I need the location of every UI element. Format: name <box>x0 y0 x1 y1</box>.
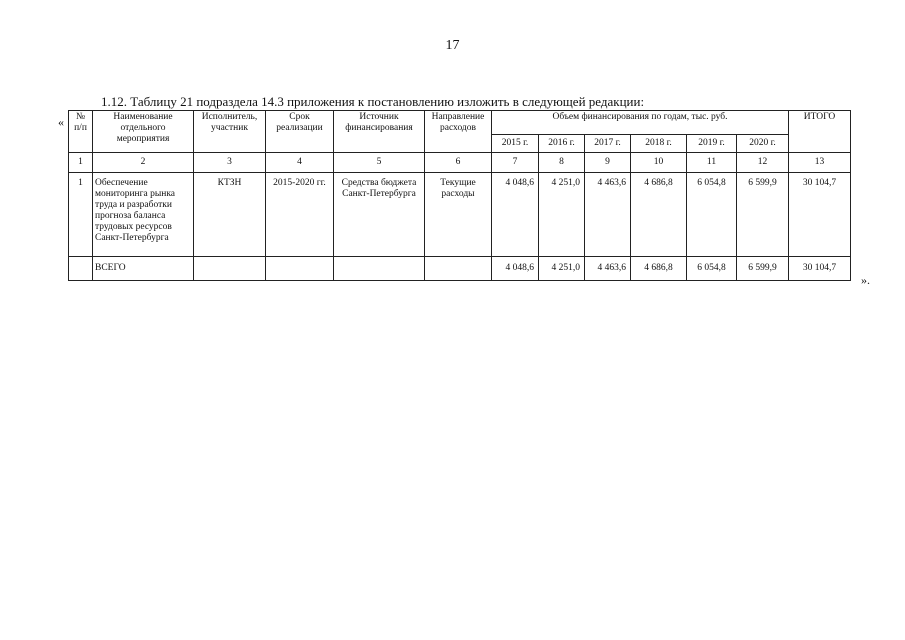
total-empty-cell <box>425 257 492 281</box>
header-no: № п/п <box>69 111 93 153</box>
financing-table <box>68 110 851 281</box>
header-year: 2016 г. <box>539 135 585 153</box>
header-source: Источник финансирования <box>334 111 425 153</box>
column-number: 4 <box>266 153 334 173</box>
closing-quote: ». <box>861 273 870 287</box>
item-term: 2015-2020 гг. <box>266 173 334 257</box>
total-label: ВСЕГО <box>93 257 194 281</box>
table-row-item <box>69 173 851 257</box>
table-row-total <box>69 257 851 281</box>
item-value: 4 048,6 <box>492 173 539 257</box>
column-number: 5 <box>334 153 425 173</box>
total-value: 4 686,8 <box>631 257 687 281</box>
item-source: Средства бюджета Санкт-Петербурга <box>334 173 425 257</box>
column-number: 3 <box>194 153 266 173</box>
column-number: 2 <box>93 153 194 173</box>
item-value: 4 686,8 <box>631 173 687 257</box>
column-number: 9 <box>585 153 631 173</box>
header-year: 2018 г. <box>631 135 687 153</box>
header-year: 2017 г. <box>585 135 631 153</box>
column-number: 6 <box>425 153 492 173</box>
grand-total: 30 104,7 <box>789 257 851 281</box>
header-row <box>69 111 851 135</box>
item-name: Обеспечение мониторинга рынка труда и разработки прогноза баланса трудовых ресурсов Санкт-Петербурга <box>93 173 194 257</box>
column-number: 1 <box>69 153 93 173</box>
item-total: 30 104,7 <box>789 173 851 257</box>
item-no: 1 <box>69 173 93 257</box>
header-year: 2015 г. <box>492 135 539 153</box>
item-value: 6 599,9 <box>737 173 789 257</box>
total-empty-cell <box>69 257 93 281</box>
header-year: 2020 г. <box>737 135 789 153</box>
total-empty-cell <box>334 257 425 281</box>
total-value: 6 599,9 <box>737 257 789 281</box>
item-value: 6 054,8 <box>687 173 737 257</box>
total-value: 4 251,0 <box>539 257 585 281</box>
column-number: 13 <box>789 153 851 173</box>
header-executor: Исполнитель, участник <box>194 111 266 153</box>
column-number: 10 <box>631 153 687 173</box>
header-term: Срок реализации <box>266 111 334 153</box>
header-funding: Объем финансирования по годам, тыс. руб. <box>492 111 789 135</box>
item-value: 4 463,6 <box>585 173 631 257</box>
column-number: 7 <box>492 153 539 173</box>
total-empty-cell <box>194 257 266 281</box>
intro-paragraph: 1.12. Таблицу 21 подраздела 14.3 приложения к постановлению изложить в следующей редакции: <box>101 94 645 109</box>
total-empty-cell <box>266 257 334 281</box>
total-value: 4 048,6 <box>492 257 539 281</box>
opening-quote: « <box>58 115 64 129</box>
column-number: 8 <box>539 153 585 173</box>
item-direction: Текущие расходы <box>425 173 492 257</box>
header-name: Наименование отдельного мероприятия <box>93 111 194 153</box>
header-year: 2019 г. <box>687 135 737 153</box>
total-value: 4 463,6 <box>585 257 631 281</box>
column-numbers-row <box>69 153 851 173</box>
total-value: 6 054,8 <box>687 257 737 281</box>
item-executor: КТЗН <box>194 173 266 257</box>
header-direction: Направление расходов <box>425 111 492 153</box>
header-total: ИТОГО <box>789 111 851 153</box>
column-number: 11 <box>687 153 737 173</box>
column-number: 12 <box>737 153 789 173</box>
page-number: 17 <box>445 38 460 53</box>
item-value: 4 251,0 <box>539 173 585 257</box>
